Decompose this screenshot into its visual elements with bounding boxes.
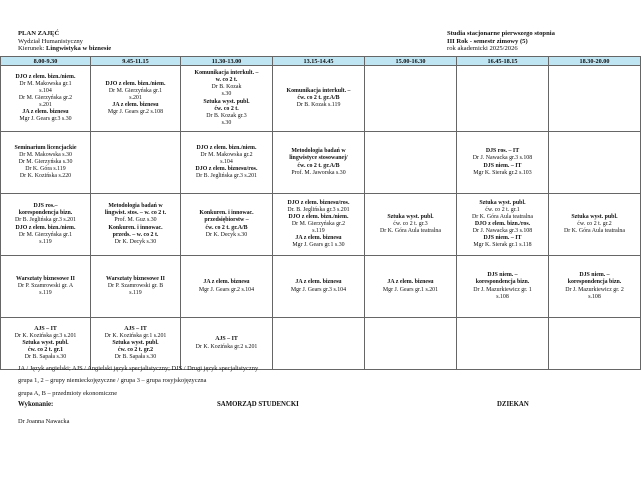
class-cell-line: JA z elem. biznesu [203, 279, 250, 286]
class-cell-line: DJS niem. – [487, 272, 518, 279]
class-cell-line: Dr K. Kozińska gr.1 s.201 [104, 332, 167, 339]
class-cell-line: DJO z elem. bizn./niem. [288, 213, 349, 220]
class-cell-line: Dr M. Makowska gr.2 [200, 151, 253, 158]
class-cell-line: lingwistyce stosowanej/ [289, 155, 348, 162]
document-header-left [18, 30, 111, 53]
class-cell-line: Sztuka wyst. publ. [387, 213, 434, 220]
class-cell-line: s.119 [129, 290, 142, 297]
class-cell [1, 318, 91, 370]
class-cell-line: DJS niem. – [579, 272, 610, 279]
class-cell-line: Seminarium licencjackie [14, 144, 77, 151]
class-cell-line: Prof. M. Jaworska s.30 [291, 169, 346, 176]
class-cell-line: Dr K. Kozińska gr.2 s.201 [195, 343, 258, 350]
empty-cell [549, 132, 641, 194]
class-cell-line: ćw. co 2 t. gr.A/B [297, 162, 340, 169]
class-cell-line: korespondencja bizn. [475, 279, 530, 286]
class-cell-line: AJS – IT [215, 336, 238, 343]
class-cell-line: Dr M. Gierzyńska gr.2 [291, 220, 346, 227]
class-cell-line: Dr P. Szamrowski gr. B [107, 282, 164, 289]
class-cell-line: Sztuka wyst. publ. [22, 339, 69, 346]
class-cell [181, 66, 273, 132]
class-cell [1, 194, 91, 256]
class-cell-line: JA z elem. biznesu [295, 235, 342, 242]
prepared-by-label: Wykonanie: [18, 401, 54, 408]
class-cell-line: DJS niem. – IT [483, 162, 522, 169]
class-cell-line: Dr J. Mazurkiewicz gr. 2 [565, 286, 624, 293]
schedule-row [1, 194, 641, 256]
class-cell-line: DJO z elem. bizn./niem. [15, 224, 76, 231]
study-mode: Studia stacjonarne pierwszego stopnia [447, 30, 555, 37]
class-cell [91, 194, 181, 256]
class-cell-line: Konkuren. i innowac. [108, 224, 163, 231]
class-cell-line: Dr B. Jeglińska gr.3 s.201 [14, 217, 77, 224]
class-cell-line: JA z elem. biznesu [387, 279, 434, 286]
class-cell-line: Dr M. Gierzyńska s.30 [18, 158, 73, 165]
class-cell-line: s.30 [221, 119, 232, 126]
class-cell-line: Mgr J. Gears gr.2 s.104 [198, 286, 255, 293]
class-cell-line: Dr M. Gierzyńska gr.1 [108, 87, 163, 94]
page-title: PLAN ZAJĘĆ [18, 30, 60, 37]
class-cell-line: DJO z elem. bizn./niem. [196, 144, 257, 151]
class-cell-line: ćw. co 2 t. gr.3 [393, 220, 428, 227]
class-cell [365, 194, 457, 256]
class-cell-line: s.30 [221, 91, 232, 98]
class-cell-line: Mgr K. Sierak gr.2 s.103 [473, 169, 532, 176]
class-cell-line: DJO z elem. bizn./ros. [474, 220, 531, 227]
class-cell [1, 256, 91, 318]
class-cell [181, 132, 273, 194]
class-cell [273, 132, 365, 194]
time-slot-header: 18.30-20.00 [549, 57, 641, 66]
class-cell-line: ćw. co 2 t. gr.2 [117, 347, 154, 354]
class-cell-line: Warsztaty biznesowe II [16, 275, 75, 282]
class-cell-line: Dr J. Nawacka gr.3 s.108 [472, 155, 533, 162]
class-cell-line: Dr K. Góra Aula teatralna [379, 228, 441, 235]
class-cell [273, 194, 365, 256]
class-cell [181, 194, 273, 256]
prepared-by-name: Dr Joanna Nawacka [18, 418, 70, 425]
class-cell-line: DJO z elem. bizn./niem. [15, 73, 76, 80]
class-cell [181, 318, 273, 370]
class-cell-line: JA z elem. biznesu [295, 279, 342, 286]
schedule-row [1, 66, 641, 132]
class-cell-line: s.108 [588, 293, 601, 300]
class-cell-line: ćw. co 2 t. gr.2 [577, 220, 612, 227]
class-cell-line: lingwist. stos. – w. co 2 t. [104, 210, 167, 217]
class-cell-line: Dr. B. Jeglińska gr.3 s.201 [287, 206, 350, 213]
year-semester: III Rok - semestr zimowy (5) [447, 37, 528, 45]
class-cell-line: ćw. co 2 t. gr.A/B [297, 94, 340, 101]
class-cell-line: DJS niem. – IT [483, 235, 522, 242]
class-cell-line: JA z elem. biznesu [112, 102, 159, 109]
empty-cell [549, 66, 641, 132]
time-slot-header-row [1, 57, 641, 66]
class-cell [549, 194, 641, 256]
class-cell [365, 256, 457, 318]
class-cell-line: Dr J. Nawacka gr.3 s.108 [472, 228, 533, 235]
legend-line: grupa 1, 2 – grupy niemieckojęzyczne / grupa 3 – grupa rosyjskojęzyczna [18, 377, 207, 385]
class-cell [181, 256, 273, 318]
class-cell-line: Sztuka wyst. publ. [479, 199, 526, 206]
class-cell-line: s.104 [39, 87, 52, 94]
time-slot-header: 16.45-18.15 [457, 57, 549, 66]
class-cell-line: s.119 [39, 238, 52, 245]
class-cell-line: ćw. co 2 t. gr.1 [485, 206, 520, 213]
class-cell [273, 256, 365, 318]
class-cell-line: Mgr J. Gears gr.1 s.201 [382, 286, 439, 293]
academic-year: rok akademicki 2025/2026 [447, 45, 518, 53]
document-header-right [447, 30, 555, 53]
time-slot-header: 9.45-11.15 [91, 57, 181, 66]
time-slot-header: 15.00-16.30 [365, 57, 457, 66]
legend-line: JA / Język angielski; AJS / Angielski język specjalistyczny; DJS / Drugi język specjalistyczny [18, 365, 259, 372]
class-cell [457, 132, 549, 194]
empty-cell [549, 318, 641, 370]
empty-cell [273, 318, 365, 370]
class-cell-line: JA z elem. biznesu [22, 109, 69, 116]
class-cell [91, 66, 181, 132]
class-cell-line: Dr B. Kozak [211, 84, 242, 91]
class-cell-line: Sztuka wyst. publ. [203, 98, 250, 105]
class-cell-line: Dr K. Kozińska gr.3 s.201 [14, 332, 77, 339]
class-cell-line: Dr B. Sapała s.30 [24, 354, 67, 361]
class-cell-line: ćw. co 2 t. [214, 105, 239, 112]
class-cell-line: Dr B. Kozak gr.3 [206, 112, 247, 119]
class-cell-line: Mgr J. Gears gr.3 s.104 [290, 286, 347, 293]
class-cell-line: s.108 [496, 293, 509, 300]
empty-cell [457, 66, 549, 132]
legend-line: grupa A, B – przedmioty ekonomiczne [18, 389, 118, 397]
class-cell-line: Dr P. Szamrowski gr. A [17, 282, 74, 289]
legend [18, 363, 258, 400]
time-slot-header: 8.00-9.30 [1, 57, 91, 66]
class-cell-line: korespondencja bizn. [567, 279, 622, 286]
class-cell-line: Sztuka wyst. publ. [112, 339, 159, 346]
class-cell-line: Metodologia badań w [291, 148, 346, 155]
class-cell-line: s.119 [312, 228, 325, 235]
class-cell [457, 194, 549, 256]
class-cell-line: w. co 2 t. [215, 77, 238, 84]
class-cell-line: Dr K. Kozińska s.220 [19, 173, 72, 180]
empty-cell [91, 132, 181, 194]
time-slot-header: 11.30-13.00 [181, 57, 273, 66]
student-council-label: SAMORZĄD STUDENCKI [217, 401, 299, 408]
class-cell-line: Dr J. Mazurkiewicz gr. 1 [473, 286, 532, 293]
empty-cell [365, 318, 457, 370]
class-cell-line: Dr K. Góra Aula teatralna [563, 228, 625, 235]
schedule-body [1, 66, 641, 370]
dean-label: DZIEKAN [497, 401, 529, 408]
class-cell [549, 256, 641, 318]
schedule-row [1, 318, 641, 370]
empty-cell [365, 66, 457, 132]
class-cell-line: Mgr J. Gears gr.1 s.30 [292, 242, 345, 249]
class-cell-line: Dr B. Kozak s.119 [296, 102, 341, 109]
schedule-row [1, 132, 641, 194]
class-cell-line: ćw. co 2 t. gr.1 [27, 347, 64, 354]
class-cell-line: Dr B. Jeglińska gr.3 s.201 [195, 173, 258, 180]
class-cell-line: Konkuren. i innowac. [199, 210, 254, 217]
class-cell-line: s.104 [220, 158, 233, 165]
class-cell-line: AJS – IT [124, 325, 147, 332]
class-cell-line: s.119 [39, 290, 52, 297]
class-cell-line: ćw. co 2 t. gr.A/B [205, 224, 248, 231]
class-cell-line: Komunikacja interkult. – [286, 87, 351, 94]
class-cell-line: DJS ros. – IT [485, 148, 520, 155]
class-cell-line: Dr B. Sapała s.30 [114, 354, 157, 361]
class-cell-line: Dr M. Makowska gr.1 [19, 80, 72, 87]
class-cell-line: Dr M. Makowska s.30 [19, 151, 72, 158]
field-label: Kierunek: [18, 45, 47, 53]
class-cell [1, 66, 91, 132]
class-cell-line: korespondencja bizn. [18, 210, 73, 217]
schedule-row [1, 256, 641, 318]
class-cell-line: Dr K. Decyk s.30 [205, 231, 248, 238]
empty-cell [365, 132, 457, 194]
class-cell [91, 256, 181, 318]
class-cell [91, 318, 181, 370]
time-slot-header: 13.15-14.45 [273, 57, 365, 66]
class-cell-line: Dr K. Góra s.119 [25, 166, 66, 173]
class-cell-line: Dr K. Decyk s.30 [114, 238, 157, 245]
class-cell-line: Mgr J. Gears gr.2 s.108 [107, 109, 164, 116]
class-cell-line: Sztuka wyst. publ. [571, 213, 618, 220]
class-cell-line: Komunikacja interkult. – [194, 70, 259, 77]
class-cell-line: przeds. – w. co 2 t. [112, 231, 159, 238]
class-cell-line: DJO z elem. bizn./niem. [105, 80, 166, 87]
empty-cell [457, 318, 549, 370]
class-cell-line: DJS ros.– [33, 203, 58, 210]
class-cell-line: Metodologia badań w [108, 203, 163, 210]
field-of-study [18, 45, 111, 53]
faculty-name: Wydział Humanistyczny [18, 37, 83, 45]
class-cell-line: s.201 [129, 94, 142, 101]
class-cell-line: AJS – IT [34, 325, 57, 332]
class-cell [457, 256, 549, 318]
class-cell-line: Mgr J. Gears gr.3 s.30 [19, 116, 72, 123]
class-cell-line: Warsztaty biznesowe II [106, 275, 165, 282]
class-cell-line: Dr M. Gierzyńska gr.1 [18, 231, 73, 238]
schedule-table [0, 56, 641, 370]
class-cell-line: Prof. M. Guz s.30 [114, 217, 157, 224]
class-cell-line: Mgr K. Sierak gr.1 s.118 [473, 242, 532, 249]
field-value: Lingwistyka w biznesie [46, 45, 112, 53]
class-cell-line: s.201 [39, 102, 52, 109]
class-cell-line: przedsiębiorstw – [204, 217, 249, 224]
class-cell-line: Dr K. Góra Aula teatralna [471, 213, 533, 220]
class-cell-line: Dr M. Gierzyńska gr.2 [18, 94, 73, 101]
class-cell [273, 66, 365, 132]
class-cell [1, 132, 91, 194]
class-cell-line: DJO z elem. biznesu/ros. [195, 166, 258, 173]
class-cell-line: DJO z elem. biznesu/ros. [287, 199, 350, 206]
